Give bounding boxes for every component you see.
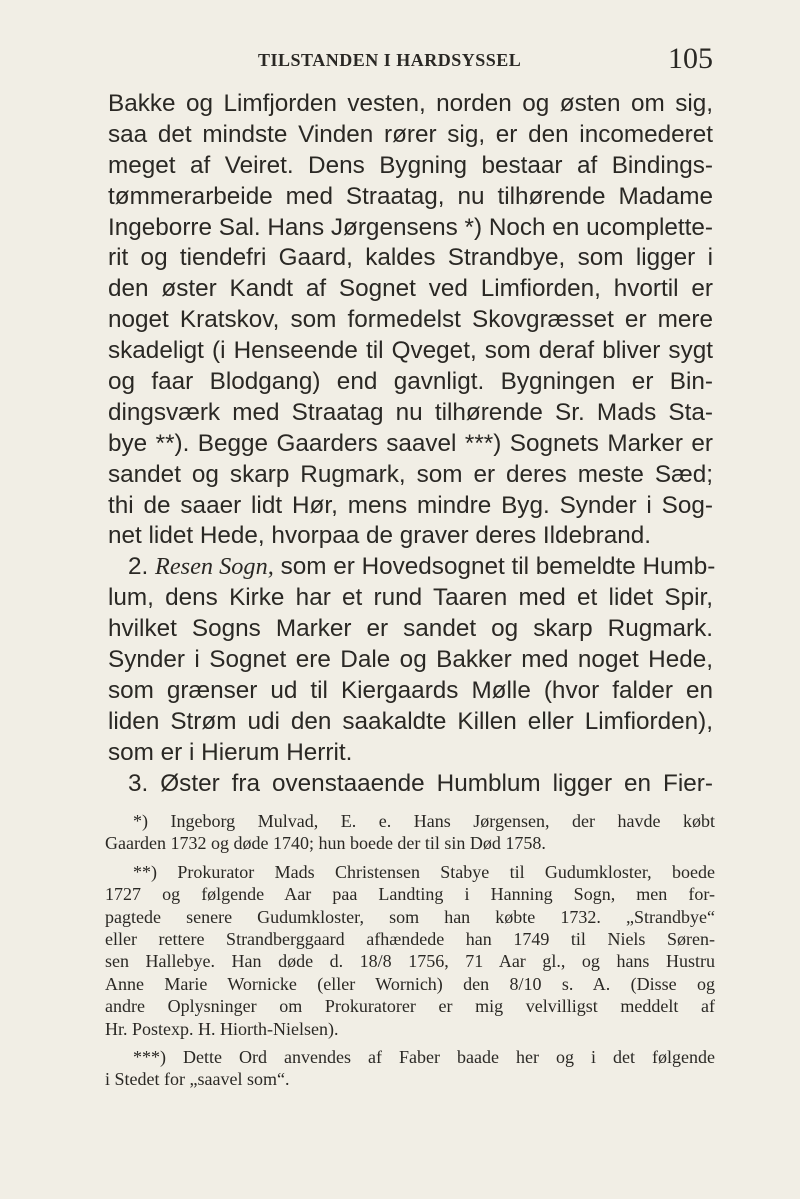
footnote-line: **) Prokurator Mads Christensen Stabye til Gudumkloster, boede bbox=[133, 861, 715, 882]
section-number: 3. bbox=[128, 769, 149, 797]
footnote-line: Gaarden 1732 og døde 1740; hun boede der til sin Død 1758. bbox=[105, 833, 546, 854]
text-line: dingsværk med Straatag nu tilhørende Sr. Mads Sta- bbox=[108, 398, 713, 426]
text-line: sandet og skarp Rugmark, som er deres meste Sæd; bbox=[108, 460, 713, 488]
running-title: TILSTANDEN I HARDSYSSEL bbox=[258, 50, 522, 70]
main-text bbox=[108, 89, 716, 799]
running-head bbox=[108, 40, 713, 80]
footnote-line: Anne Marie Wornicke (eller Wornich) den 8/10 s. A. (Disse og bbox=[105, 973, 715, 994]
text-line: liden Strøm udi den saakaldte Killen eller Limfiorden), bbox=[108, 707, 713, 735]
section-3-first-line bbox=[108, 769, 713, 800]
footnote bbox=[105, 810, 715, 855]
footnote-line: Hr. Postexp. H. Hiorth-Nielsen). bbox=[105, 1018, 339, 1039]
text-fragment: som er Hovedsognet til bemeldte Humb- bbox=[280, 553, 716, 581]
footnote bbox=[105, 861, 715, 1040]
footnote-line: *) Ingeborg Mulvad, E. e. Hans Jørgensen, der havde købt bbox=[133, 811, 715, 831]
text-line: Ingeborre Sal. Hans Jørgensens *) Noch en ucomplette- bbox=[108, 213, 714, 241]
text-line: som er i Hierum Herrit. bbox=[108, 738, 353, 766]
footnote-line: sen Hallebye. Han døde d. 18/8 1756, 71 Aar gl., og hans Hustru bbox=[105, 951, 715, 972]
footnote bbox=[105, 1046, 715, 1091]
text-line: som grænser ud til Kiergaards Mølle (hvor falder en bbox=[108, 676, 713, 704]
footnote-line: eller rettere Strandberggaard afhændede han 1749 til Niels Søren- bbox=[105, 928, 715, 949]
text-line: og faar Blodgang) end gavnligt. Bygningen er Bin- bbox=[108, 368, 713, 396]
footnote-line: i Stedet for „saavel som“. bbox=[105, 1069, 290, 1090]
text-line: saa det mindste Vinden rører sig, er den incomederet bbox=[108, 120, 713, 148]
text-line: den øster Kandt af Sognet ved Limfiorden, hvortil er bbox=[108, 275, 713, 303]
text-line: Bakke og Limfjorden vesten, norden og østen om sig, bbox=[108, 90, 713, 117]
text-line: thi de saaer lidt Hør, mens mindre Byg. Synder i Sog- bbox=[108, 491, 713, 519]
footnote-line: ***) Dette Ord anvendes af Faber baade her og i det følgende bbox=[133, 1046, 715, 1067]
footnote-line: andre Oplysninger om Prokuratorer er mig velvilligst meddelt af bbox=[105, 996, 715, 1017]
text-line: skadeligt (i Henseende til Qveget, som deraf bliver sygt bbox=[108, 337, 713, 365]
section-title: Resen Sogn, bbox=[155, 553, 274, 581]
text-line: bye **). Begge Gaarders saavel ***) Sognets Marker er bbox=[108, 429, 713, 457]
text-line: tømmerarbeide med Straatag, nu tilhørende Madame bbox=[108, 182, 713, 210]
footnote-line: 1727 og følgende Aar paa Landting i Hanning Sogn, men for- bbox=[105, 884, 715, 905]
text-line: Synder i Sognet ere Dale og Bakker med noget Hede, bbox=[108, 646, 713, 674]
text-line: lum, dens Kirke har et rund Taaren med et lidet Spir, bbox=[108, 584, 713, 612]
footnote-line: pagtede senere Gudumkloster, som han købte 1732. „Strandbye“ bbox=[105, 906, 715, 927]
text-line: hvilket Sogns Marker er sandet og skarp Rugmark. bbox=[108, 615, 713, 643]
text-line: noget Kratskov, som formedelst Skovgræsset er mere bbox=[108, 306, 713, 334]
text-line: meget af Veiret. Dens Bygning bestaar af Bindings- bbox=[108, 151, 713, 179]
footnotes bbox=[105, 810, 715, 1097]
text-fragment: Øster fra ovenstaaende Humblum ligger en Fier- bbox=[160, 769, 713, 797]
text-line: rit og tiendefri Gaard, kaldes Strandbye, som ligger i bbox=[108, 244, 713, 272]
section-2-first-line bbox=[108, 552, 716, 583]
page-number: 105 bbox=[668, 42, 713, 75]
section-number: 2. bbox=[128, 553, 149, 581]
text-line: net lidet Hede, hvorpaa de graver deres Ildebrand. bbox=[108, 522, 651, 550]
